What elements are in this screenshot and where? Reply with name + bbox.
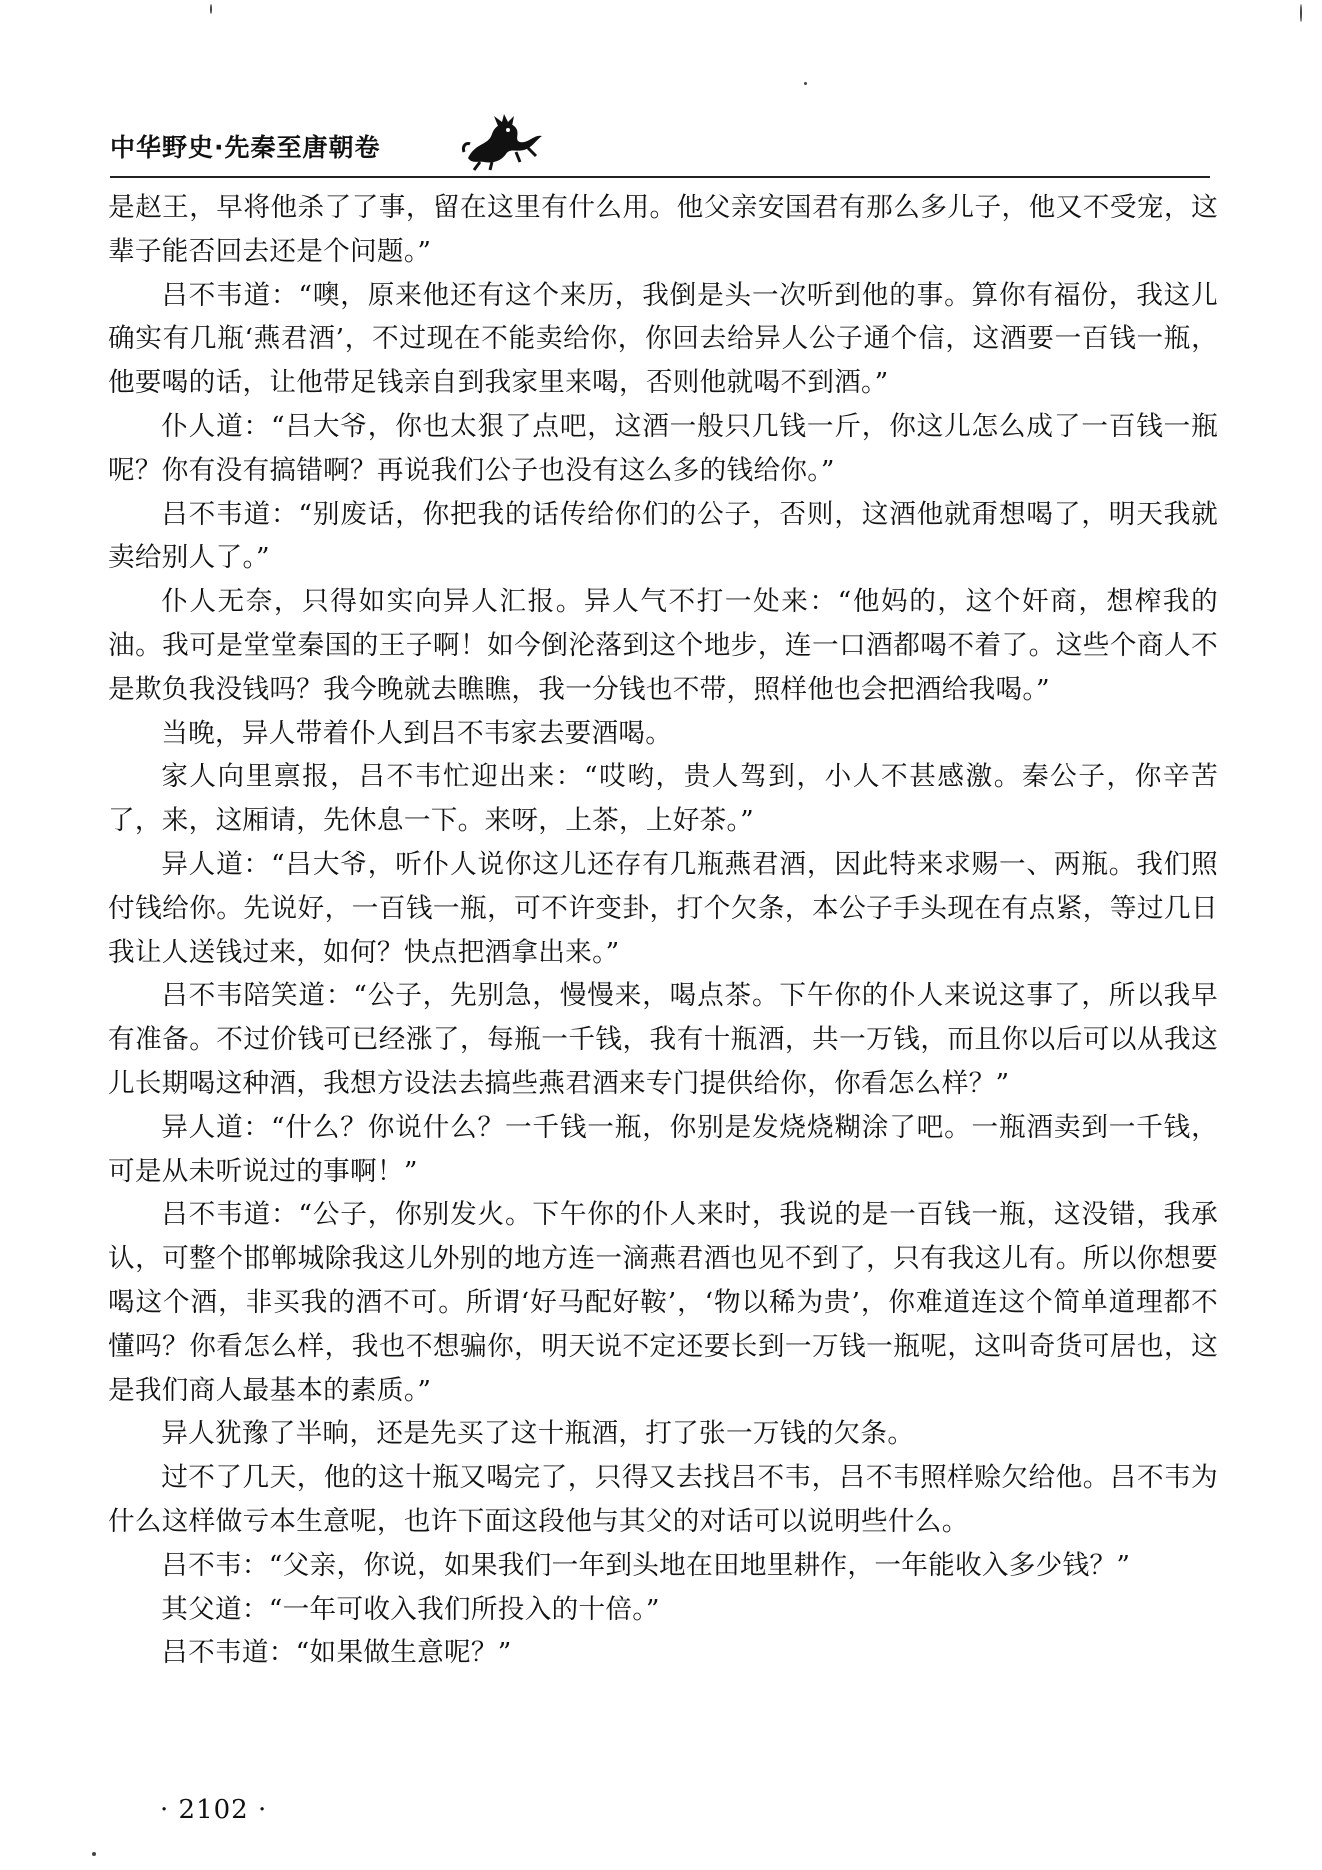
paragraph: 其父道：“一年可收入我们所投入的十倍。” <box>161 1593 660 1625</box>
paragraph: 异人犹豫了半晌，还是先买了这十瓶酒，打了张一万钱的欠条。 <box>161 1418 915 1450</box>
paragraph: 吕不韦：“父亲，你说，如果我们一年到头地在田地里耕作，一年能收入多少钱？” <box>161 1549 1131 1581</box>
scan-speck <box>92 1852 96 1856</box>
header-rule <box>110 176 1210 178</box>
paragraph: 吕不韦道：“别废话，你把我的话传给你们的公子，否则，这酒他就甭想喝了，明天我就卖给别人了。” <box>108 498 1218 574</box>
paragraph: 吕不韦道：“公子，你别发火。下午你的仆人来时，我说的是一百钱一瓶，这没错，我承认，可整个邯郸城除我这儿外别的地方连一滴燕君酒也见不到了，只有我这儿有。所以你想要喝这个酒，非买我的酒不可。所谓‘好马配好鞍’，‘物以稀为贵’，你难道连这个简单道理都不懂吗？你看怎么样，我也不想骗你，明天说不定还要长到一万钱一瓶呢，这叫奇货可居也，这是我们商人最基本的素质。” <box>108 1199 1218 1406</box>
paragraph: 吕不韦道：“噢，原来他还有这个来历，我倒是头一次听到他的事。算你有福份，我这儿确实有几瓶‘燕君酒’，不过现在不能卖给你，你回去给异人公子通个信，这酒要一百钱一瓶，他要喝的话，让他带足钱亲自到我家里来喝，否则他就喝不到酒。” <box>108 279 1218 399</box>
paragraph: 异人道：“吕大爷，听仆人说你这儿还存有几瓶燕君酒，因此特来求赐一、两瓶。我们照付钱给你。先说好，一百钱一瓶，可不许变卦，打个欠条，本公子手头现在有点紧，等过几日我让人送钱过来，如何？快点把酒拿出来。” <box>108 848 1218 968</box>
paragraph-continued: 是赵王，早将他杀了了事，留在这里有什么用。他父亲安国君有那么多儿子，他又不受宠，这辈子能否回去还是个问题。” <box>108 192 1218 267</box>
scan-speck <box>804 82 807 85</box>
scan-speck <box>210 4 212 14</box>
running-header-title: 中华野史·先秦至唐朝卷 <box>110 133 381 162</box>
paragraph: 家人向里禀报，吕不韦忙迎出来：“哎哟，贵人驾到，小人不甚感激。秦公子，你辛苦了，来，这厢请，先休息一下。来呀，上茶，上好茶。” <box>108 761 1218 837</box>
paragraph: 仆人道：“吕大爷，你也太狠了点吧，这酒一般只几钱一斤，你这儿怎么成了一百钱一瓶呢？你有没有搞错啊？再说我们公子也没有这么多的钱给你。” <box>108 410 1218 486</box>
paragraph: 吕不韦陪笑道：“公子，先别急，慢慢来，喝点茶。下午你的仆人来说这事了，所以我早有准备。不过价钱可已经涨了，每瓶一千钱，我有十瓶酒，共一万钱，而且你以后可以从我这儿长期喝这种酒，我想方设法去搞些燕君酒来专门提供给你，你看怎么样？” <box>108 980 1218 1099</box>
paragraph: 过不了几天，他的这十瓶又喝完了，只得又去找吕不韦，吕不韦照样赊欠给他。吕不韦为什么这样做亏本生意呢，也许下面这段他与其父的对话可以说明些什么。 <box>108 1462 1218 1537</box>
paragraph: 异人道：“什么？你说什么？一千钱一瓶，你别是发烧烧糊涂了吧。一瓶酒卖到一千钱，可是从未听说过的事啊！” <box>108 1111 1218 1187</box>
scan-speck <box>1300 4 1302 22</box>
body-text <box>108 186 1218 1675</box>
paragraph: 当晚，异人带着仆人到吕不韦家去要酒喝。 <box>161 717 673 749</box>
running-header <box>110 112 1150 172</box>
page-number: · 2102 · <box>160 1795 268 1825</box>
paragraph: 吕不韦道：“如果做生意呢？” <box>161 1637 512 1669</box>
paragraph: 仆人无奈，只得如实向异人汇报。异人气不打一处来：“他妈的，这个奸商，想榨我的油。我可是堂堂秦国的王子啊！如今倒沦落到这个地步，连一口酒都喝不着了。这些个商人不是欺负我没钱吗？我今晚就去瞧瞧，我一分钱也不带，照样他也会把酒给我喝。” <box>108 586 1218 705</box>
dragon-emblem-icon <box>458 112 548 172</box>
